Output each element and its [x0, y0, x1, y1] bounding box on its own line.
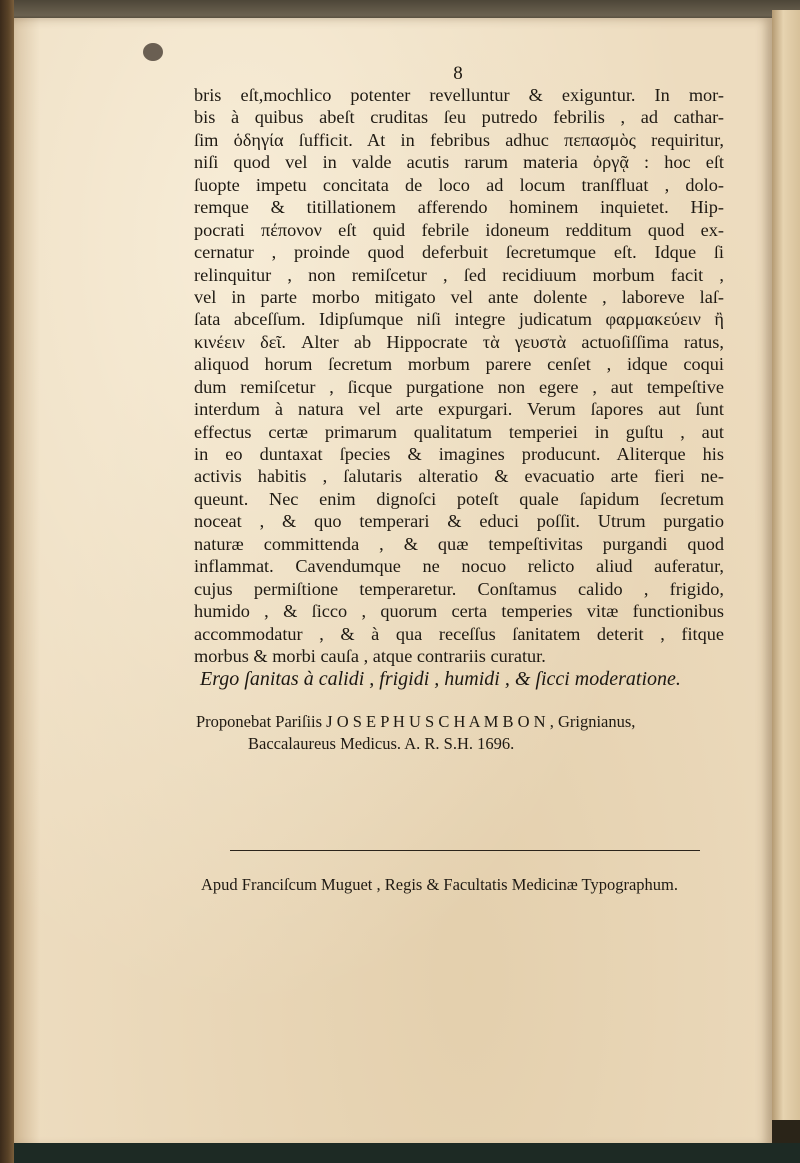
text-line: niſi quod vel in valde acutis rarum materia ὀργᾷ : hoc eſt [194, 152, 724, 173]
body-text [194, 84, 724, 667]
text-line: relinquitur , non remiſcetur , ſed recidiuum morbum facit , [194, 264, 724, 285]
text-line: ſim ὁδηγία ſufficit. At in febribus adhuc πεπασμὸς requiritur, [194, 129, 724, 150]
text-line: ſuopte impetu concitata de loco ad locum tranſfluat , dolo- [194, 174, 724, 195]
page-bottom-edge [14, 1143, 800, 1163]
text-line: cernatur , proinde quod deferbuit ſecretumque eſt. Idque ſi [194, 242, 724, 263]
text-line: bris eſt,mochlico potenter revelluntur & exiguntur. In mor- [194, 85, 724, 105]
text-line: pocrati πέπονον eſt quid febrile idoneum redditum quod ex- [194, 219, 724, 240]
text-line: interdum à natura vel arte expurgari. Verum ſapores aut ſunt [194, 399, 724, 420]
page-number: 8 [453, 63, 463, 84]
text-line: cujus permiſtione temperaretur. Conſtamus calido , frigido, [194, 578, 724, 599]
text-line: vel in parte morbo mitigato vel ante dolente , laboreve laſ- [194, 286, 724, 307]
text-line: noceat , & quo temperari & educi poſſit. Utrum purgatio [194, 511, 724, 532]
proposer-degree-line: Baccalaureus Medicus. A. R. S.H. 1696. [248, 734, 515, 753]
proposer-line: Proponebat Pariſiis J O S E P H U S C H A M B O N , Grignianus, [196, 712, 636, 731]
text-line: activis habitis , ſalutaris alteratio & evacuatio arte fieri ne- [194, 466, 724, 487]
conclusion-statement: Ergo ſanitas à calidi , frigidi , humidi , & ſicci moderatione. [200, 668, 681, 690]
text-line: in eo duntaxat ſpecies & imagines producunt. Aliterque his [194, 444, 724, 464]
text-line: κινέειν δεῖ. Alter ab Hippocrate τὰ γευστὰ actuoſiſſima ratus, [194, 331, 724, 352]
adjacent-page-edge [772, 10, 800, 1120]
text-line: morbus & morbi cauſa , atque contrariis curatur. [194, 645, 546, 666]
text-line: remque & titillationem afferendo hominem inquietet. Hip- [194, 197, 724, 218]
proposer-block [196, 711, 726, 755]
text-line: humido , & ſicco , quorum certa temperies vitæ functionibus [194, 601, 724, 622]
text-line: dum remiſcetur , ſicque purgatione non egere , aut tempeſtive [194, 376, 724, 397]
ink-stain [143, 43, 163, 61]
text-line: queunt. Nec enim dignoſci poteſt quale ſapidum ſecretum [194, 488, 724, 509]
printer-imprint: Apud Franciſcum Muguet , Regis & Facultatis Medicinæ Typographum. [201, 875, 678, 894]
text-line: ſata abceſſum. Idipſumque niſi integre judicatum φαρμακεύειν ἢ [194, 309, 724, 330]
text-line: accommodatur , & à qua receſſus ſanitatem deterit , fitque [194, 623, 724, 644]
text-line: effectus certæ primarum qualitatum temperiei in guſtu , aut [194, 421, 724, 442]
divider-rule [230, 850, 700, 851]
text-line: aliquod horum ſecretum morbum parere cenſet , idque coqui [194, 354, 724, 375]
text-line: naturæ committenda , & quæ tempeſtivitas purgandi quod [194, 533, 724, 554]
text-line: bis à quibus abeſt cruditas ſeu putredo febrilis , ad cathar- [194, 107, 724, 128]
text-line: inflammat. Cavendumque ne nocuo relicto aliud auferatur, [194, 556, 724, 577]
book-binding [0, 0, 14, 1163]
